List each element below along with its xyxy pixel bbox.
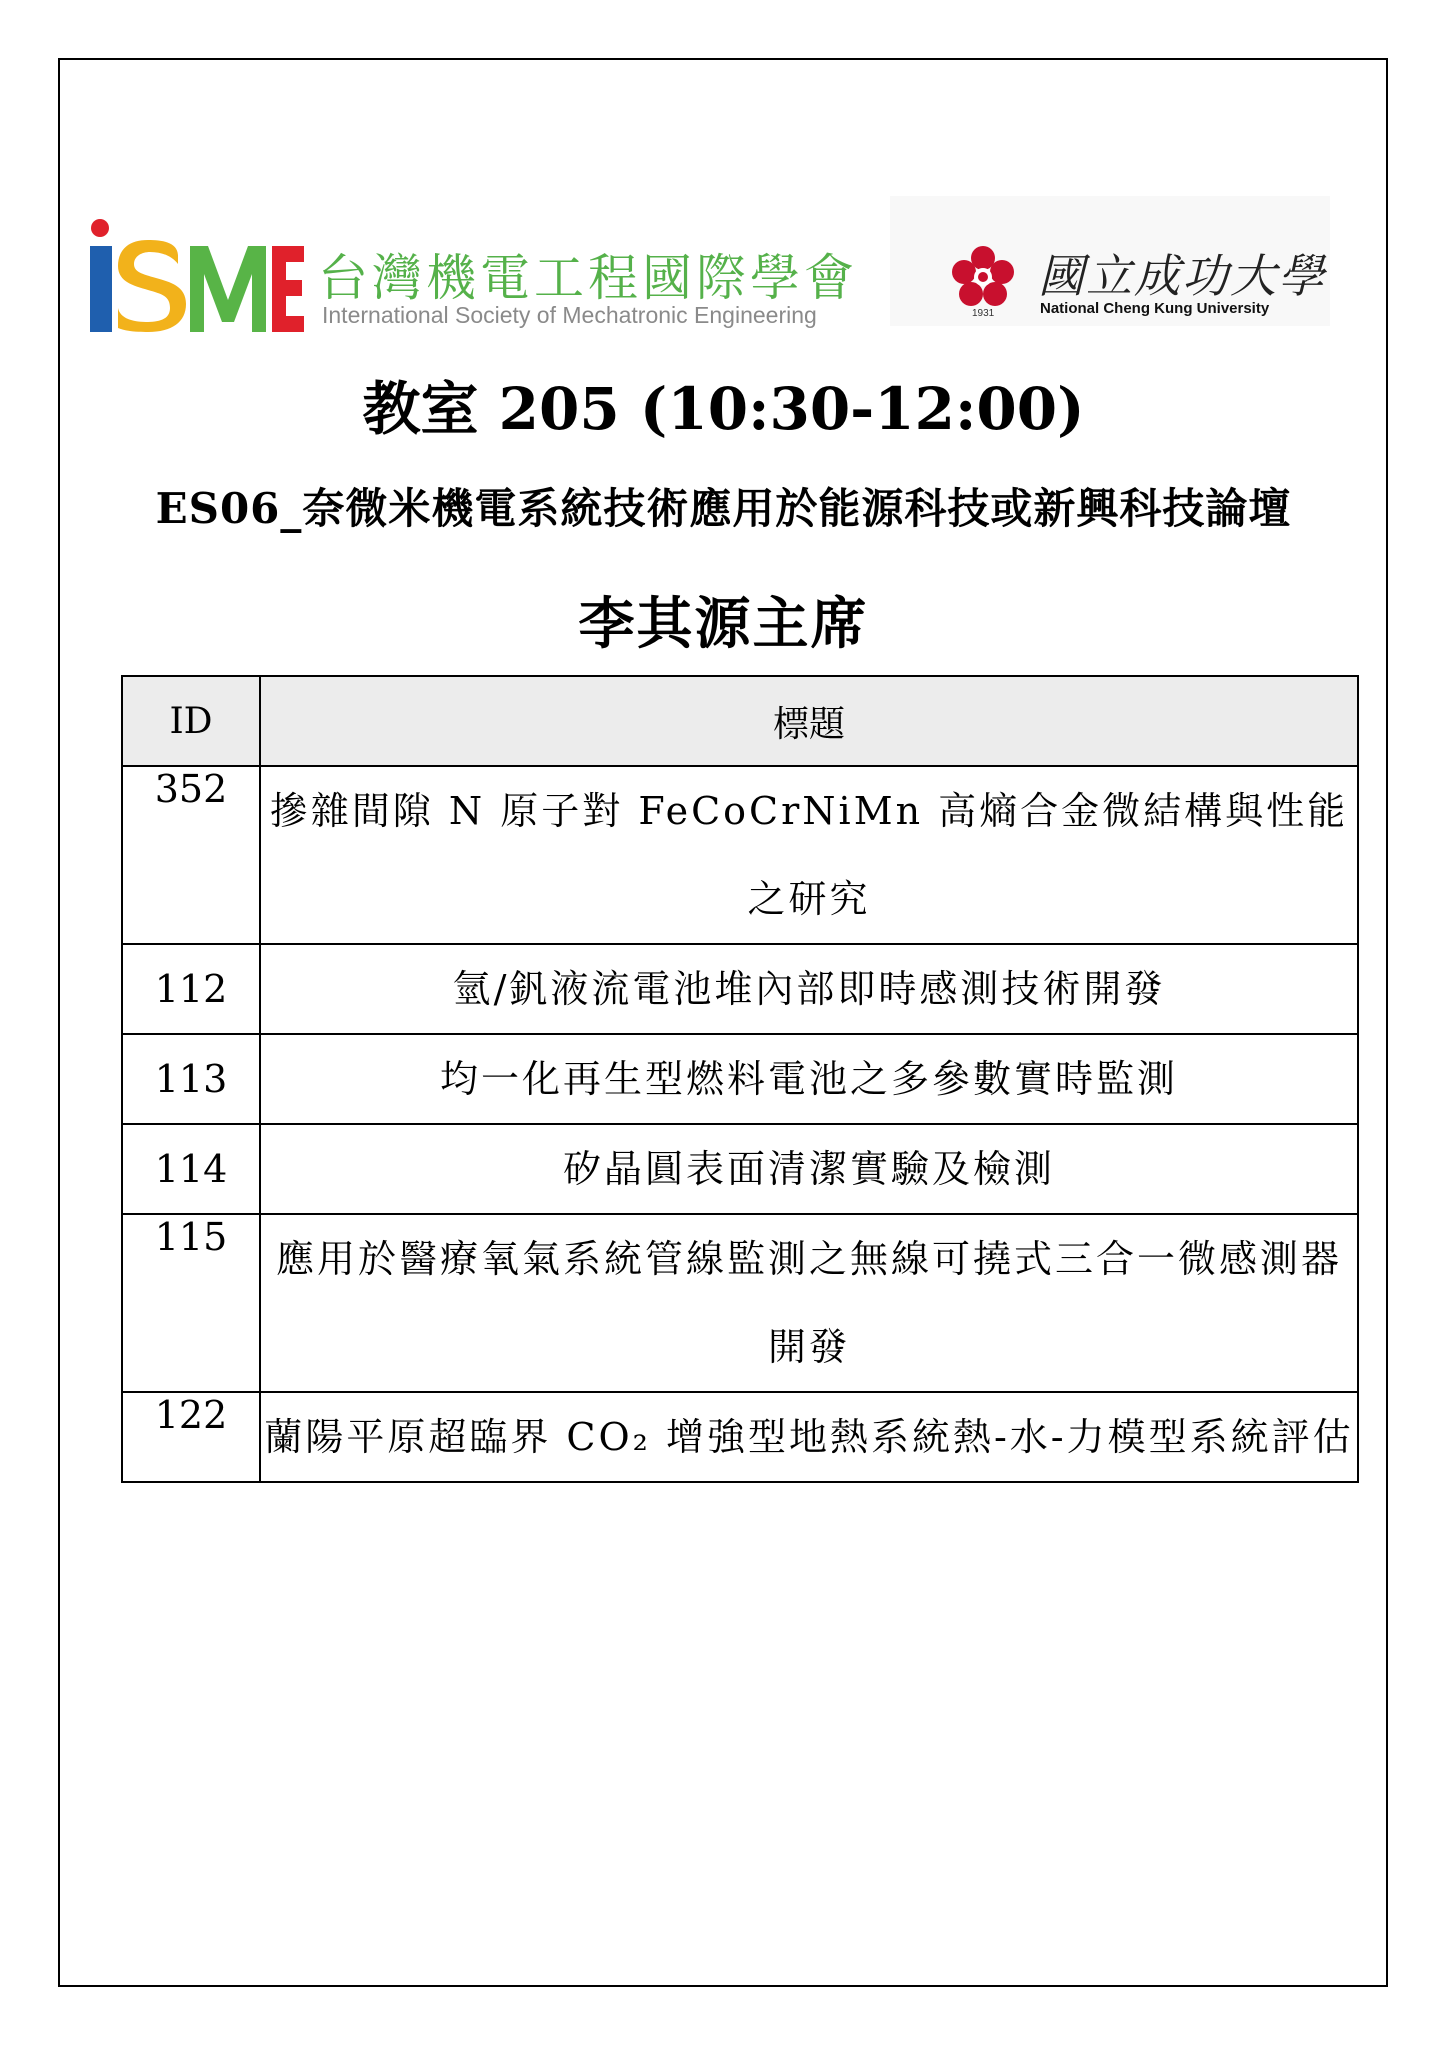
paper-id: 115 [122,1214,260,1392]
column-header-title: 標題 [260,676,1358,766]
paper-id: 114 [122,1124,260,1214]
paper-id: 113 [122,1034,260,1124]
table-row [122,766,1358,944]
ncku-plum-blossom-icon [952,246,1014,308]
ncku-logo [890,196,1330,326]
table-row [122,1214,1358,1392]
table-header-row [122,676,1358,766]
forum-title: ES06_奈微米機電系統技術應用於能源科技或新興科技論壇 [155,484,1292,533]
ncku-english-name: National Cheng Kung University [1040,300,1270,317]
isme-chinese-name: 台灣機電工程國際學會 [318,249,858,307]
table-row [122,1392,1358,1482]
paper-title: 矽晶圓表面清潔實驗及檢測 [260,1124,1358,1214]
paper-id: 122 [122,1392,260,1482]
paper-title: 摻雜間隙 N 原子對 FeCoCrNiMn 高熵合金微結構與性能之研究 [260,766,1358,944]
paper-id: 112 [122,944,260,1034]
session-table [121,675,1359,1483]
isme-logo [86,216,886,334]
room-time-title: 教室 205 (10:30-12:00) [362,375,1085,443]
paper-id: 352 [122,766,260,944]
table-row [122,1034,1358,1124]
paper-title: 應用於醫療氧氣系統管線監測之無線可撓式三合一微感測器開發 [260,1214,1358,1392]
session-chair: 李其源主席 [578,591,869,657]
paper-title: 均一化再生型燃料電池之多參數實時監測 [260,1034,1358,1124]
isme-letter-mark [86,216,304,334]
ncku-chinese-name: 國立成功大學 [1038,249,1326,303]
column-header-id: ID [122,676,260,766]
table-row [122,1124,1358,1214]
table-row [122,944,1358,1034]
paper-title: 蘭陽平原超臨界 CO₂ 增強型地熱系統熱-水-力模型系統評估 [260,1392,1358,1482]
isme-english-name: International Society of Mechatronic Engineering [322,302,817,328]
paper-title: 氫/釩液流電池堆內部即時感測技術開發 [260,944,1358,1034]
ncku-founding-year: 1931 [972,308,995,319]
